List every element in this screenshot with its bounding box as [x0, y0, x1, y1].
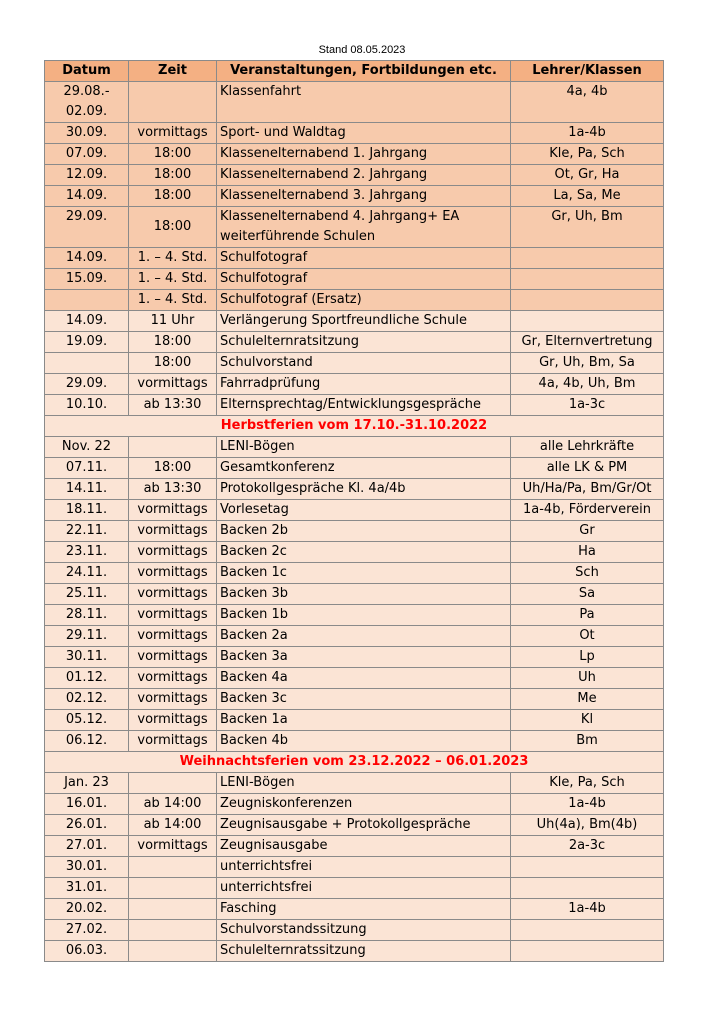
table-row: [45, 437, 664, 458]
table-row: [45, 458, 664, 479]
cell-time: vormittags: [129, 689, 217, 710]
table-row: [45, 144, 664, 165]
table-row: [45, 731, 664, 752]
cell-teachers-classes: Gr, Uh, Bm: [511, 207, 664, 248]
cell-event: Elternsprechtag/Entwicklungsgespräche: [217, 395, 511, 416]
cell-time: 18:00: [129, 165, 217, 186]
cell-time: 18:00: [129, 332, 217, 353]
cell-teachers-classes: Me: [511, 689, 664, 710]
table-row: [45, 836, 664, 857]
cell-teachers-classes: [511, 857, 664, 878]
cell-event: Backen 3c: [217, 689, 511, 710]
cell-teachers-classes: Ot: [511, 626, 664, 647]
cell-date: 23.11.: [45, 542, 129, 563]
cell-event: Backen 3a: [217, 647, 511, 668]
header-zeit: Zeit: [129, 61, 217, 82]
cell-teachers-classes: Gr: [511, 521, 664, 542]
table-header-row: [45, 61, 664, 82]
cell-teachers-classes: Sch: [511, 563, 664, 584]
cell-event: Backen 4b: [217, 731, 511, 752]
cell-date: 06.03.: [45, 941, 129, 962]
cell-time: vormittags: [129, 563, 217, 584]
cell-date: 14.09.: [45, 186, 129, 207]
cell-date: 07.11.: [45, 458, 129, 479]
cell-time: vormittags: [129, 731, 217, 752]
cell-event: Backen 1b: [217, 605, 511, 626]
cell-date: 29.08.- 02.09.: [45, 82, 129, 123]
table-row: [45, 605, 664, 626]
cell-event: Schulfotograf (Ersatz): [217, 290, 511, 311]
cell-event: Zeugniskonferenzen: [217, 794, 511, 815]
cell-event: LENI-Bögen: [217, 773, 511, 794]
cell-time: 11 Uhr: [129, 311, 217, 332]
cell-event: Schulelternratsitzung: [217, 332, 511, 353]
cell-teachers-classes: Pa: [511, 605, 664, 626]
cell-time: 1. – 4. Std.: [129, 269, 217, 290]
cell-date: [45, 353, 129, 374]
cell-teachers-classes: 1a-4b: [511, 123, 664, 144]
cell-date: 07.09.: [45, 144, 129, 165]
cell-teachers-classes: La, Sa, Me: [511, 186, 664, 207]
cell-teachers-classes: [511, 920, 664, 941]
cell-teachers-classes: 1a-3c: [511, 395, 664, 416]
cell-date: 28.11.: [45, 605, 129, 626]
vacation-label: Weihnachtsferien vom 23.12.2022 – 06.01.2023: [45, 752, 664, 773]
cell-event: Zeugnisausgabe: [217, 836, 511, 857]
cell-time: vormittags: [129, 668, 217, 689]
cell-date: 10.10.: [45, 395, 129, 416]
cell-event: unterrichtsfrei: [217, 857, 511, 878]
cell-date: [45, 290, 129, 311]
table-row: [45, 941, 664, 962]
cell-time: vormittags: [129, 647, 217, 668]
table-row: [45, 248, 664, 269]
cell-date: Nov. 22: [45, 437, 129, 458]
table-row: [45, 269, 664, 290]
cell-event: Backen 2b: [217, 521, 511, 542]
table-row: [45, 584, 664, 605]
cell-time: vormittags: [129, 626, 217, 647]
cell-teachers-classes: Gr, Elternvertretung: [511, 332, 664, 353]
cell-teachers-classes: 2a-3c: [511, 836, 664, 857]
cell-teachers-classes: [511, 248, 664, 269]
cell-teachers-classes: Kl: [511, 710, 664, 731]
cell-time: ab 13:30: [129, 479, 217, 500]
table-row: [45, 165, 664, 186]
cell-time: vormittags: [129, 605, 217, 626]
cell-time: 18:00: [129, 207, 217, 248]
cell-event: Schulvorstand: [217, 353, 511, 374]
cell-teachers-classes: Kle, Pa, Sch: [511, 144, 664, 165]
cell-event: Backen 4a: [217, 668, 511, 689]
cell-teachers-classes: Ot, Gr, Ha: [511, 165, 664, 186]
cell-teachers-classes: 1a-4b: [511, 899, 664, 920]
cell-event: Fahrradprüfung: [217, 374, 511, 395]
cell-date: 19.09.: [45, 332, 129, 353]
cell-event: Protokollgespräche Kl. 4a/4b: [217, 479, 511, 500]
cell-date: 16.01.: [45, 794, 129, 815]
cell-time: 1. – 4. Std.: [129, 290, 217, 311]
cell-event: Sport- und Waldtag: [217, 123, 511, 144]
cell-date: 14.09.: [45, 311, 129, 332]
cell-event: Klassenelternabend 3. Jahrgang: [217, 186, 511, 207]
cell-time: ab 14:00: [129, 815, 217, 836]
table-row: [45, 794, 664, 815]
cell-event: Klassenelternabend 2. Jahrgang: [217, 165, 511, 186]
cell-date: 27.01.: [45, 836, 129, 857]
table-row: [45, 186, 664, 207]
table-row: [45, 500, 664, 521]
cell-teachers-classes: 4a, 4b, Uh, Bm: [511, 374, 664, 395]
table-row: [45, 290, 664, 311]
cell-time: [129, 437, 217, 458]
table-row: [45, 521, 664, 542]
vacation-row: [45, 416, 664, 437]
cell-date: 30.11.: [45, 647, 129, 668]
cell-time: [129, 82, 217, 123]
cell-event: Klassenfahrt: [217, 82, 511, 123]
table-row: [45, 82, 664, 123]
document-date-stamp: Stand 08.05.2023: [318, 44, 406, 56]
cell-date: 29.11.: [45, 626, 129, 647]
table-row: [45, 207, 664, 248]
cell-time: ab 14:00: [129, 794, 217, 815]
cell-teachers-classes: [511, 311, 664, 332]
cell-time: vormittags: [129, 374, 217, 395]
cell-teachers-classes: Sa: [511, 584, 664, 605]
event-schedule-table: [44, 60, 664, 962]
cell-date: 18.11.: [45, 500, 129, 521]
cell-date: 20.02.: [45, 899, 129, 920]
cell-event: Backen 3b: [217, 584, 511, 605]
table-row: [45, 878, 664, 899]
cell-event: Backen 2c: [217, 542, 511, 563]
cell-event: unterrichtsfrei: [217, 878, 511, 899]
table-row: [45, 689, 664, 710]
table-row: [45, 542, 664, 563]
table-row: [45, 123, 664, 144]
cell-time: vormittags: [129, 521, 217, 542]
cell-teachers-classes: Uh(4a), Bm(4b): [511, 815, 664, 836]
schedule-body: [45, 82, 664, 962]
cell-event: LENI-Bögen: [217, 437, 511, 458]
cell-time: 18:00: [129, 458, 217, 479]
header-datum: Datum: [45, 61, 129, 82]
cell-time: vormittags: [129, 584, 217, 605]
table-row: [45, 374, 664, 395]
table-row: [45, 626, 664, 647]
cell-date: 27.02.: [45, 920, 129, 941]
cell-event: Klassenelternabend 4. Jahrgang+ EA weiterführende Schulen: [217, 207, 511, 248]
cell-event: Klassenelternabend 1. Jahrgang: [217, 144, 511, 165]
header-lehrer-klassen: Lehrer/Klassen: [511, 61, 664, 82]
table-row: [45, 668, 664, 689]
cell-time: [129, 941, 217, 962]
cell-event: Schulelternratssitzung: [217, 941, 511, 962]
table-row: [45, 773, 664, 794]
cell-date: 14.09.: [45, 248, 129, 269]
cell-time: 1. – 4. Std.: [129, 248, 217, 269]
cell-time: 18:00: [129, 186, 217, 207]
table-row: [45, 353, 664, 374]
vacation-label: Herbstferien vom 17.10.-31.10.2022: [45, 416, 664, 437]
cell-date: 01.12.: [45, 668, 129, 689]
cell-date: 06.12.: [45, 731, 129, 752]
cell-date: Jan. 23: [45, 773, 129, 794]
cell-event: Verlängerung Sportfreundliche Schule: [217, 311, 511, 332]
table-row: [45, 332, 664, 353]
cell-event: Schulfotograf: [217, 248, 511, 269]
cell-date: 14.11.: [45, 479, 129, 500]
cell-teachers-classes: [511, 941, 664, 962]
cell-event: Gesamtkonferenz: [217, 458, 511, 479]
cell-event: Vorlesetag: [217, 500, 511, 521]
cell-time: vormittags: [129, 542, 217, 563]
cell-date: 24.11.: [45, 563, 129, 584]
cell-time: vormittags: [129, 500, 217, 521]
cell-event: Zeugnisausgabe + Protokollgespräche: [217, 815, 511, 836]
cell-teachers-classes: [511, 290, 664, 311]
cell-date: 30.01.: [45, 857, 129, 878]
cell-time: vormittags: [129, 710, 217, 731]
table-row: [45, 857, 664, 878]
cell-time: [129, 920, 217, 941]
cell-teachers-classes: Uh: [511, 668, 664, 689]
cell-teachers-classes: Uh/Ha/Pa, Bm/Gr/Ot: [511, 479, 664, 500]
cell-date: 31.01.: [45, 878, 129, 899]
table-row: [45, 647, 664, 668]
cell-event: Fasching: [217, 899, 511, 920]
cell-time: 18:00: [129, 353, 217, 374]
cell-teachers-classes: alle Lehrkräfte: [511, 437, 664, 458]
cell-date: 29.09.: [45, 374, 129, 395]
cell-time: 18:00: [129, 144, 217, 165]
cell-teachers-classes: alle LK & PM: [511, 458, 664, 479]
table-row: [45, 899, 664, 920]
cell-teachers-classes: Kle, Pa, Sch: [511, 773, 664, 794]
cell-event: Backen 2a: [217, 626, 511, 647]
cell-teachers-classes: 1a-4b: [511, 794, 664, 815]
table-row: [45, 563, 664, 584]
cell-event: Schulfotograf: [217, 269, 511, 290]
table-row: [45, 311, 664, 332]
cell-date: 29.09.: [45, 207, 129, 248]
cell-date: 15.09.: [45, 269, 129, 290]
cell-time: [129, 878, 217, 899]
cell-event: Backen 1a: [217, 710, 511, 731]
cell-date: 05.12.: [45, 710, 129, 731]
cell-teachers-classes: Lp: [511, 647, 664, 668]
cell-date: 22.11.: [45, 521, 129, 542]
cell-teachers-classes: 4a, 4b: [511, 82, 664, 123]
cell-date: 30.09.: [45, 123, 129, 144]
header-veranstaltung: Veranstaltungen, Fortbildungen etc.: [217, 61, 511, 82]
cell-teachers-classes: [511, 878, 664, 899]
table-row: [45, 710, 664, 731]
table-row: [45, 479, 664, 500]
cell-time: [129, 899, 217, 920]
cell-date: 25.11.: [45, 584, 129, 605]
cell-event: Backen 1c: [217, 563, 511, 584]
table-row: [45, 815, 664, 836]
cell-event: Schulvorstandssitzung: [217, 920, 511, 941]
cell-time: vormittags: [129, 123, 217, 144]
cell-time: ab 13:30: [129, 395, 217, 416]
cell-time: vormittags: [129, 836, 217, 857]
table-row: [45, 395, 664, 416]
cell-date: 12.09.: [45, 165, 129, 186]
vacation-row: [45, 752, 664, 773]
cell-date: 26.01.: [45, 815, 129, 836]
cell-time: [129, 857, 217, 878]
cell-teachers-classes: Bm: [511, 731, 664, 752]
cell-teachers-classes: 1a-4b, Förderverein: [511, 500, 664, 521]
cell-date: 02.12.: [45, 689, 129, 710]
cell-time: [129, 773, 217, 794]
cell-teachers-classes: [511, 269, 664, 290]
cell-teachers-classes: Ha: [511, 542, 664, 563]
cell-teachers-classes: Gr, Uh, Bm, Sa: [511, 353, 664, 374]
table-row: [45, 920, 664, 941]
